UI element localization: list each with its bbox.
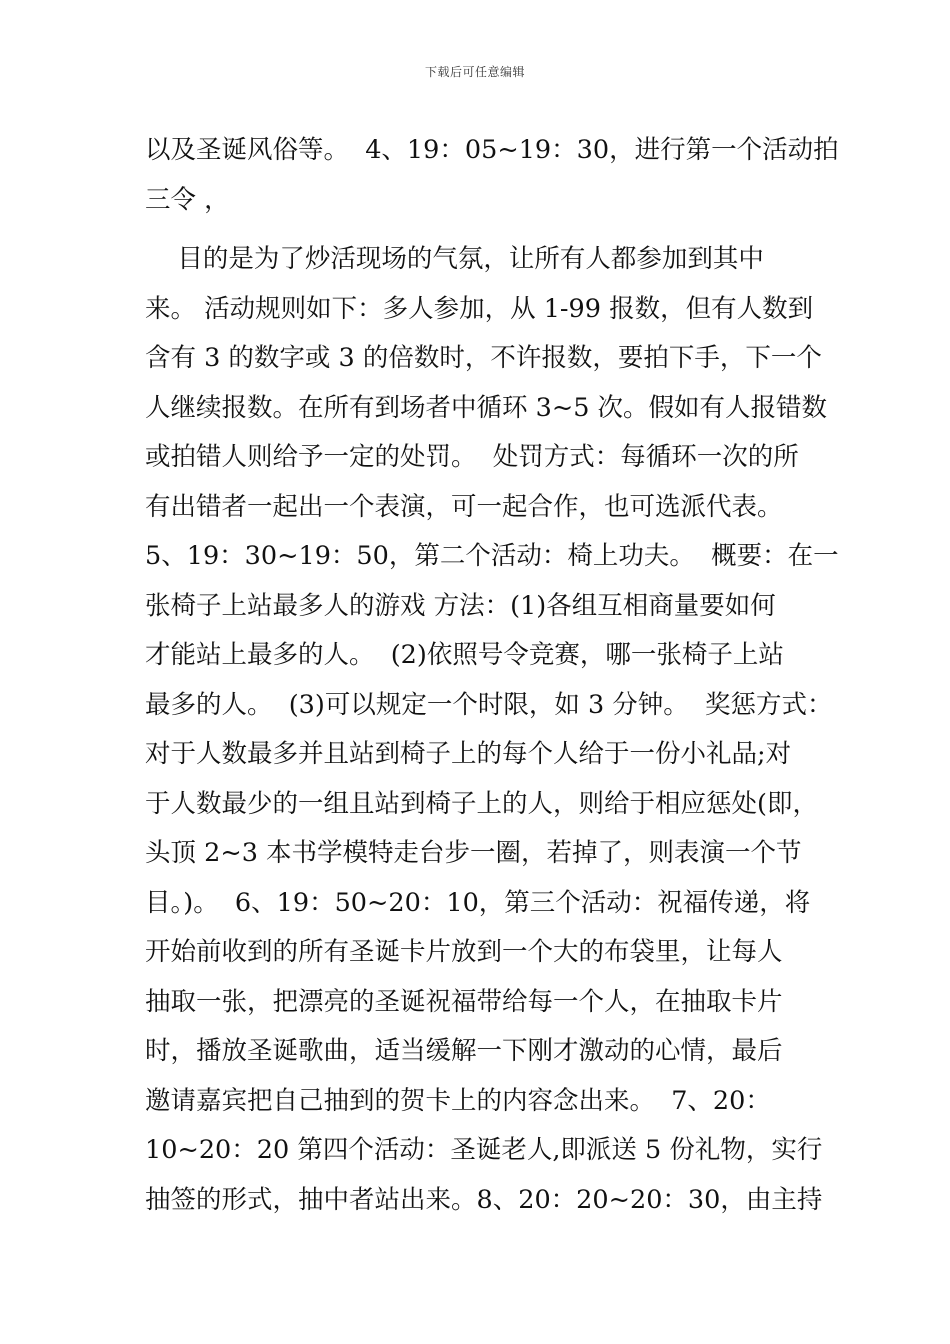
text-line: 含有 3 的数字或 3 的倍数时，不许报数，要拍下手，下一个: [145, 343, 822, 373]
page-header-note: 下载后可任意编辑: [424, 65, 525, 79]
text-line: 抽签的形式，抽中者站出来。8、20：20~20：30，由主持: [145, 1184, 823, 1215]
paragraph-gap: [145, 225, 825, 235]
text-line: 头顶 2~3 本书学模特走台步一圈，若掉了，则表演一个节: [145, 838, 802, 868]
text-line: 有出错者一起出一个表演，可一起合作，也可选派代表。: [145, 491, 783, 522]
text-line: 开始前收到的所有圣诞卡片放到一个大的布袋里，让每人: [145, 937, 783, 967]
text-line: 以及圣诞风俗等。 4、19：05~19：30，进行第一个活动拍: [145, 135, 839, 165]
text-line: 才能站上最多的人。 (2)依照号令竞赛，哪一张椅子上站: [145, 640, 784, 670]
text-line: 或拍错人则给予一定的处罚。 处罚方式：每循环一次的所: [145, 442, 799, 472]
text-line: 抽取一张，把漂亮的圣诞祝福带给每一个人，在抽取卡片: [145, 986, 783, 1017]
text-line: 来。 活动规则如下：多人参加，从 1-99 报数，但有人数到: [145, 293, 814, 324]
text-line: 5、19：30~19：50，第二个活动：椅上功夫。 概要：在一: [145, 541, 839, 571]
text-line: 对于人数最多并且站到椅子上的每个人给于一份小礼品;对: [145, 739, 792, 769]
text-line: 10~20：20 第四个活动：圣诞老人,即派送 5 份礼物，实行: [145, 1135, 823, 1165]
text-line: 三令 ，: [145, 184, 230, 215]
text-line: 邀请嘉宾把自己抽到的贺卡上的内容念出来。 7、20：: [145, 1085, 771, 1116]
text-line: 张椅子上站最多人的游戏 方法：(1)各组互相商量要如何: [145, 590, 776, 621]
text-line: 目。)。 6、19：50~20：10，第三个活动：祝福传递，将: [145, 887, 811, 918]
text-line: 最多的人。 (3)可以规定一个时限，如 3 分钟。 奖惩方式：: [145, 689, 833, 720]
text-line: 于人数最少的一组且站到椅子上的人，则给于相应惩处(即，: [145, 788, 818, 819]
text-line: 人继续报数。在所有到场者中循环 3~5 次。假如有人报错数: [145, 392, 828, 423]
text-line: 时，播放圣诞歌曲，适当缓解一下刚才激动的心情，最后: [145, 1036, 783, 1066]
text-line: 目的是为了炒活现场的气氛，让所有人都参加到其中: [145, 244, 764, 274]
document-body: [145, 126, 839, 1225]
